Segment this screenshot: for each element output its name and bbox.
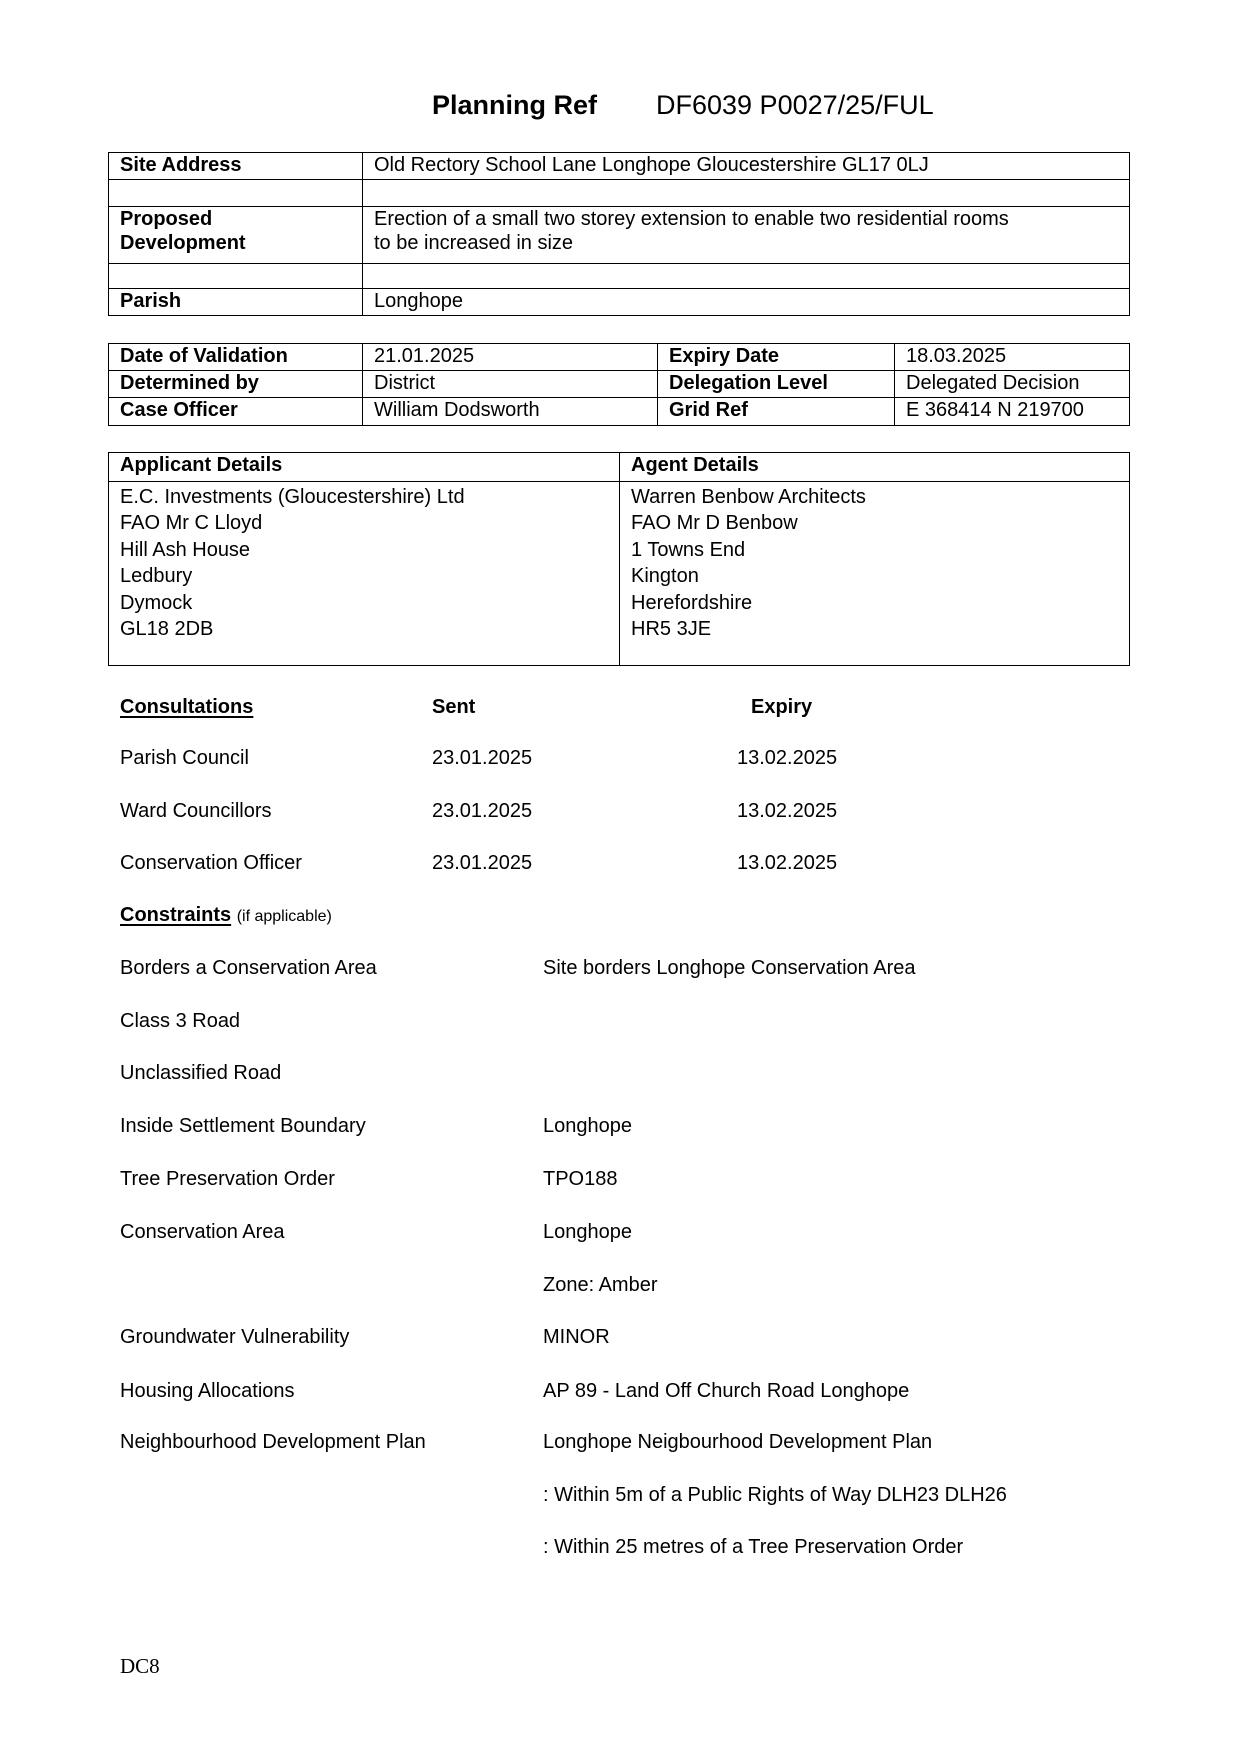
constraints-heading-line [120, 903, 332, 929]
constraint-label: Unclassified Road [120, 1062, 282, 1084]
sent-header: Sent [432, 696, 476, 718]
constraint-value: Longhope [543, 1115, 632, 1137]
planning-ref: DF6039 P0027/25/FUL [656, 90, 934, 120]
dates-table [108, 343, 1130, 426]
consultee-name: Conservation Officer [120, 852, 302, 874]
constraint-label: Groundwater Vulnerability [120, 1326, 350, 1348]
footer-code: DC8 [120, 1654, 160, 1678]
constraints-heading: Constraints [120, 904, 232, 926]
constraint-label: Tree Preservation Order [120, 1168, 335, 1190]
validation-date: 21.01.2025 [363, 344, 658, 371]
expiry-date: 18.03.2025 [895, 344, 1130, 371]
site-table [108, 152, 1130, 316]
constraint-value: AP 89 - Land Off Church Road Longhope [543, 1380, 910, 1402]
agent-details: Warren Benbow Architects FAO Mr D Benbow 1 Towns End Kington Herefordshire HR5 3JE [620, 482, 1130, 666]
constraints-note: (if applicable) [236, 908, 332, 925]
determined-by: District [363, 371, 658, 398]
applicant-details: E.C. Investments (Gloucestershire) Ltd FAO Mr C Lloyd Hill Ash House Ledbury Dymock GL18 2DB [109, 482, 620, 666]
proposed-development-label: Proposed Development [109, 207, 363, 264]
expiry-header: Expiry [751, 696, 813, 718]
consultee-name: Parish Council [120, 747, 249, 769]
delegation-level: Delegated Decision [895, 371, 1130, 398]
constraint-label: Housing Allocations [120, 1380, 295, 1402]
constraint-label: Conservation Area [120, 1221, 285, 1243]
determined-label: Determined by [109, 371, 363, 398]
constraint-label: Class 3 Road [120, 1010, 241, 1032]
constraint-label: Inside Settlement Boundary [120, 1115, 366, 1137]
delegation-label: Delegation Level [658, 371, 895, 398]
constraint-value: Longhope [543, 1221, 632, 1243]
constraint-label: Neighbourhood Development Plan [120, 1431, 426, 1453]
consultee-expiry: 13.02.2025 [737, 800, 838, 822]
site-address-label: Site Address [109, 153, 363, 180]
officer-label: Case Officer [109, 398, 363, 426]
grid-label: Grid Ref [658, 398, 895, 426]
page-title: Planning Ref [432, 90, 598, 120]
agent-label: Agent Details [620, 453, 1130, 482]
consultee-name: Ward Councillors [120, 800, 272, 822]
proposed-development: Erection of a small two storey extension to enable two residential rooms to be increased in size [363, 207, 1130, 264]
consultee-sent: 23.01.2025 [432, 747, 533, 769]
constraint-value: Zone: Amber [543, 1274, 658, 1296]
applicant-label: Applicant Details [109, 453, 620, 482]
parish-label: Parish [109, 289, 363, 316]
contacts-table [108, 452, 1130, 666]
consultee-sent: 23.01.2025 [432, 800, 533, 822]
constraint-value: : Within 5m of a Public Rights of Way DLH23 DLH26 [543, 1484, 1007, 1506]
consultee-expiry: 13.02.2025 [737, 747, 838, 769]
case-officer: William Dodsworth [363, 398, 658, 426]
constraint-value: Longhope Neigbourhood Development Plan [543, 1431, 933, 1453]
parish: Longhope [363, 289, 1130, 316]
consultations-heading: Consultations [120, 696, 254, 718]
consultee-sent: 23.01.2025 [432, 852, 533, 874]
constraint-value: Site borders Longhope Conservation Area [543, 957, 916, 979]
consultee-expiry: 13.02.2025 [737, 852, 838, 874]
constraint-value: : Within 25 metres of a Tree Preservation Order [543, 1536, 964, 1558]
constraint-label: Borders a Conservation Area [120, 957, 377, 979]
constraint-value: TPO188 [543, 1168, 618, 1190]
site-address: Old Rectory School Lane Longhope Gloucestershire GL17 0LJ [363, 153, 1130, 180]
constraint-value: MINOR [543, 1326, 610, 1348]
grid-ref: E 368414 N 219700 [895, 398, 1130, 426]
expiry-label: Expiry Date [658, 344, 895, 371]
validation-label: Date of Validation [109, 344, 363, 371]
